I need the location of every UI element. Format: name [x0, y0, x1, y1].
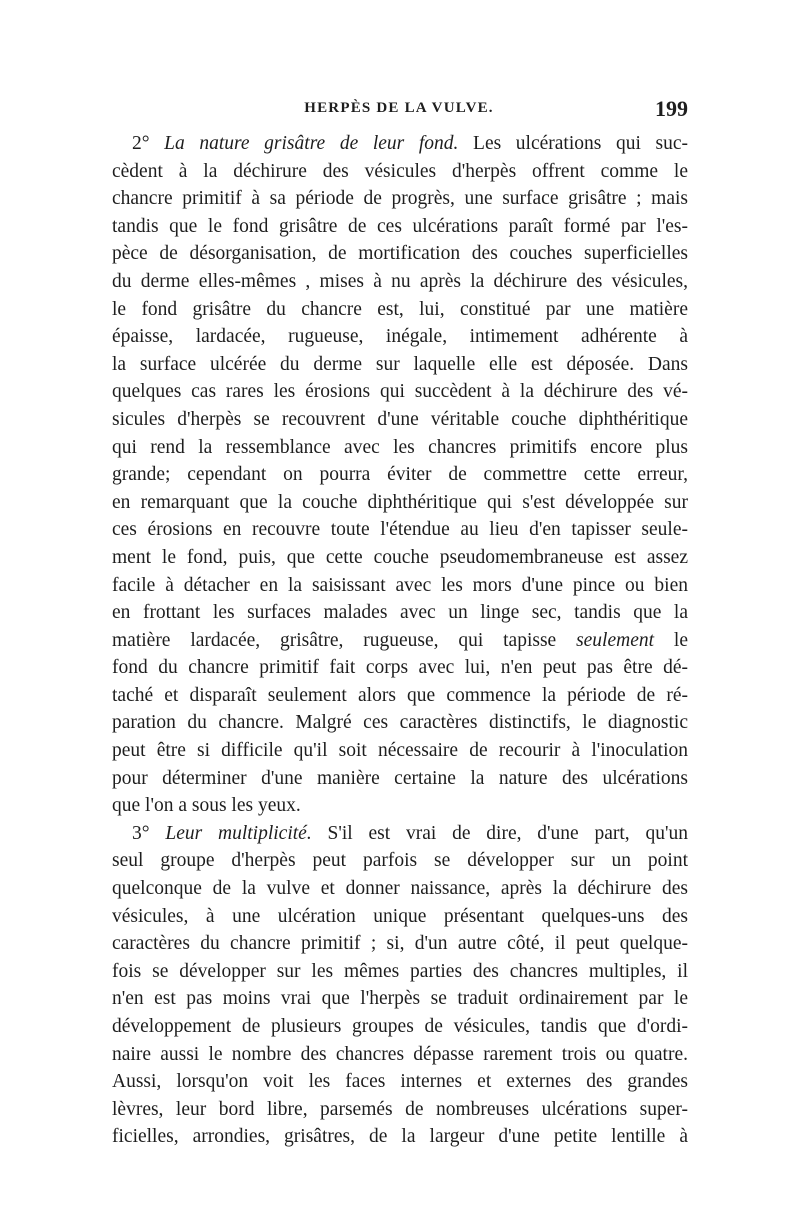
text-run: seul groupe d'herpès peut parfois se développer sur un point	[112, 850, 688, 872]
text-line	[112, 930, 688, 958]
text-line	[112, 958, 688, 986]
text-line	[112, 985, 688, 1013]
text-run: taché et disparaît seulement alors que commence la période de ré-	[112, 684, 688, 706]
text-run: épaisse, lardacée, rugueuse, inégale, intimement adhérente à	[112, 326, 688, 348]
text-run: ment le fond, puis, que cette couche pseudomembraneuse est assez	[112, 546, 688, 568]
text-line	[112, 1041, 688, 1069]
text-run: développement de plusieurs groupes de vésicules, tandis que d'ordi-	[112, 1016, 688, 1037]
text-line	[112, 378, 688, 406]
text-line	[112, 654, 688, 682]
text-line	[112, 737, 688, 765]
text-run: Les ulcérations qui suc-	[458, 133, 688, 154]
text-run: du derme elles-mêmes , mises à nu après la déchirure des vésicules,	[112, 270, 688, 292]
text-run: quelques cas rares les érosions qui succèdent à la déchirure des vé-	[112, 381, 688, 403]
text-run: matière lardacée, grisâtre, rugueuse, qui tapisse	[112, 629, 577, 651]
italic-text: La nature grisâtre de leur fond.	[164, 133, 459, 154]
text-run: facile à détacher en la saisissant avec les mors d'une pince ou bien	[112, 574, 688, 596]
text-line	[112, 875, 688, 903]
text-line	[112, 213, 688, 241]
running-head-title: HERPÈS DE LA VULVE.	[304, 100, 494, 116]
text-run: 3°	[132, 822, 166, 844]
text-run: cèdent à la déchirure des vésicules d'herpès offrent comme le	[112, 160, 688, 182]
text-line	[112, 847, 688, 875]
text-run: tandis que le fond grisâtre de ces ulcérations paraît formé par l'es-	[112, 215, 688, 237]
text-line	[112, 434, 688, 462]
text-run: que l'on a sous les yeux.	[112, 795, 301, 817]
text-run: n'en est pas moins vrai que l'herpès se traduit ordinairement par le	[112, 988, 688, 1010]
text-run: lèvres, leur bord libre, parsemés de nombreuses ulcérations super-	[112, 1098, 688, 1120]
text-line	[112, 185, 688, 213]
text-run: qui rend la ressemblance avec les chancres primitifs encore plus	[112, 436, 688, 458]
text-line	[112, 572, 688, 600]
text-run: pèce de désorganisation, de mortification des couches superficielles	[112, 243, 688, 265]
text-line	[112, 461, 688, 489]
text-run: en frottant les surfaces malades avec un linge sec, tandis que la	[112, 602, 688, 624]
text-line	[112, 709, 688, 737]
text-run: Aussi, lorsqu'on voit les faces internes et externes des grandes	[112, 1071, 688, 1093]
text-line	[112, 406, 688, 434]
text-line	[112, 1013, 688, 1041]
text-line	[112, 323, 688, 351]
text-run: paration du chancre. Malgré ces caractères distinctifs, le diagnostic	[112, 712, 688, 734]
text-run: en remarquant que la couche diphthéritique qui s'est développée sur	[112, 491, 688, 513]
text-run: quelconque de la vulve et donner naissance, après la déchirure des	[112, 878, 688, 900]
text-run: sicules d'herpès se recouvrent d'une véritable couche diphthéritique	[112, 408, 688, 430]
text-run: chancre primitif à sa période de progrès, une surface grisâtre ; mais	[112, 188, 688, 210]
text-run: fond du chancre primitif fait corps avec lui, n'en peut pas être dé-	[112, 657, 688, 679]
text-line	[112, 599, 688, 627]
text-run: grande; cependant on pourra éviter de commettre cette erreur,	[112, 464, 688, 486]
text-line	[112, 820, 688, 848]
text-line	[112, 544, 688, 572]
text-run: caractères du chancre primitif ; si, d'un autre côté, il peut quelque-	[112, 933, 688, 955]
text-run: S'il est vrai de dire, d'une part, qu'un	[311, 822, 688, 844]
text-line	[112, 158, 688, 186]
page-number: 199	[655, 96, 688, 121]
text-line	[112, 792, 688, 820]
text-run: le fond grisâtre du chancre est, lui, constitué par une matière	[112, 298, 688, 320]
text-run: vésicules, à une ulcération unique présentant quelques-uns des	[112, 905, 688, 927]
text-run: fois se développer sur les mêmes parties des chancres multiples, il	[112, 960, 688, 982]
text-run: la surface ulcérée du derme sur laquelle elle est déposée. Dans	[112, 353, 688, 375]
text-line	[112, 268, 688, 296]
text-line	[112, 489, 688, 517]
text-line	[112, 130, 688, 158]
text-run: le	[654, 629, 688, 651]
text-line	[112, 351, 688, 379]
body-text	[112, 130, 688, 1151]
text-line	[112, 682, 688, 710]
text-line	[112, 627, 688, 655]
text-line	[112, 1068, 688, 1096]
text-line	[112, 240, 688, 268]
text-run: 2°	[132, 133, 165, 154]
text-line	[112, 296, 688, 324]
text-line	[112, 516, 688, 544]
text-line	[112, 1123, 688, 1151]
italic-text: Leur multiplicité.	[165, 822, 312, 844]
text-run: naire aussi le nombre des chancres dépasse rarement trois ou quatre.	[112, 1043, 688, 1065]
text-run: ces érosions en recouvre toute l'étendue au lieu d'en tapisser seule-	[112, 519, 688, 541]
italic-text: seulement	[576, 629, 655, 651]
text-run: pour déterminer d'une manière certaine la nature des ulcérations	[112, 767, 688, 789]
text-run: peut être si difficile qu'il soit nécessaire de recourir à l'inoculation	[112, 740, 688, 762]
text-line	[112, 903, 688, 931]
running-head	[110, 96, 688, 124]
text-run: ficielles, arrondies, grisâtres, de la largeur d'une petite lentille à	[112, 1126, 688, 1148]
text-line	[112, 765, 688, 793]
text-line	[112, 1096, 688, 1124]
